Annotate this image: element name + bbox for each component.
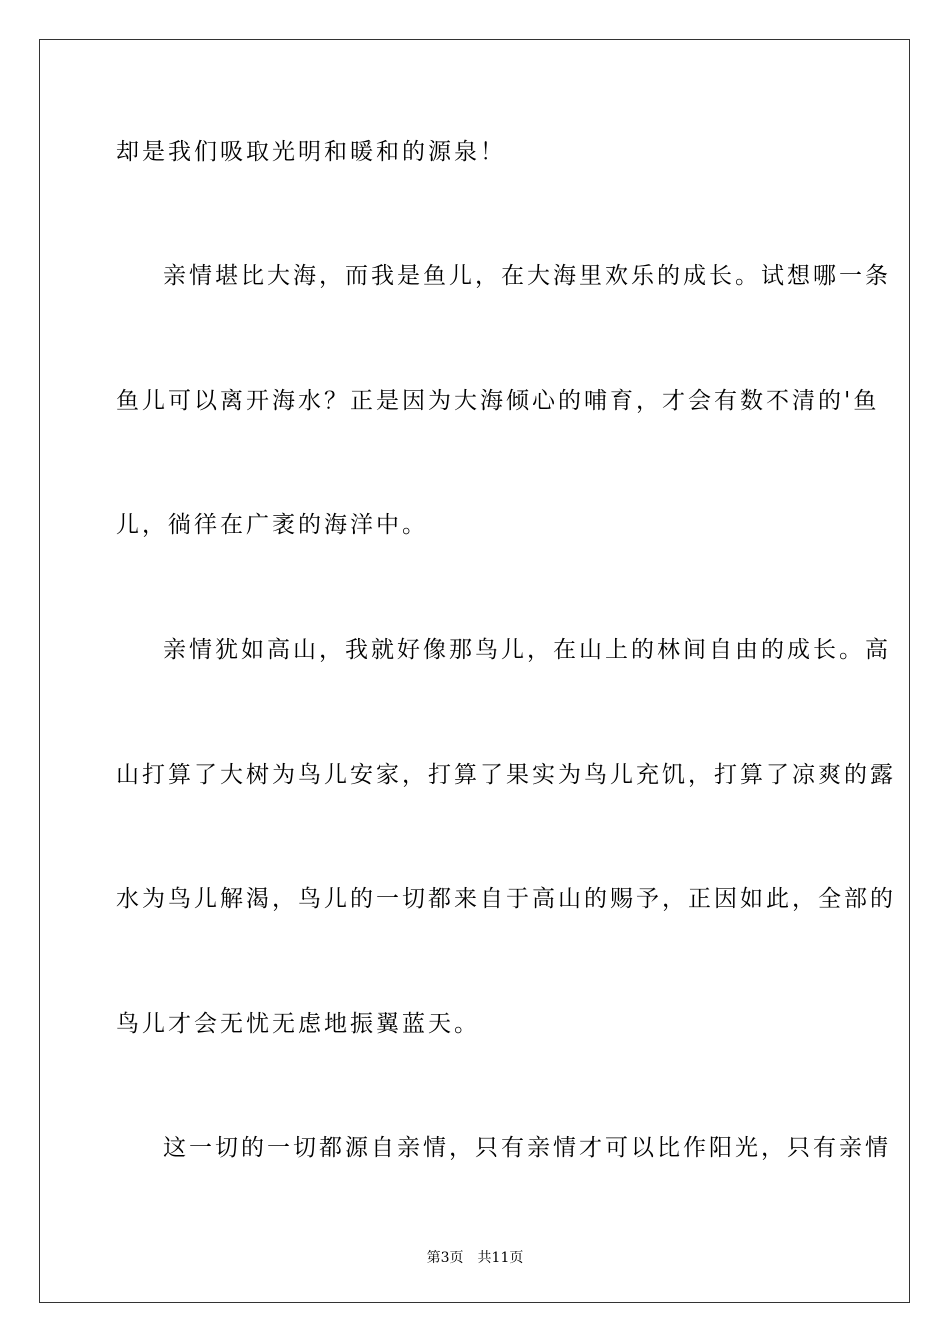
text-line-4: 儿，徜徉在广袤的海洋中。 — [116, 512, 428, 538]
text-line-5: 亲情犹如高山，我就好像那鸟儿，在山上的林间自由的成长。高 — [163, 637, 891, 663]
text-line-8: 鸟儿才会无忧无虑地振翼蓝天。 — [116, 1011, 480, 1037]
page-footer — [0, 1247, 950, 1267]
text-line-7: 水为鸟儿解渴，鸟儿的一切都来自于高山的赐予，正因如此，全部的 — [116, 886, 896, 912]
text-line-9: 这一切的一切都源自亲情，只有亲情才可以比作阳光，只有亲情 — [163, 1135, 891, 1161]
text-line-1: 却是我们吸取光明和暖和的源泉！ — [116, 139, 506, 165]
page-border — [39, 39, 910, 1303]
text-line-6: 山打算了大树为鸟儿安家，打算了果实为鸟儿充饥，打算了凉爽的露 — [116, 762, 896, 788]
page-number: 第3页 — [426, 1250, 464, 1266]
text-line-3: 鱼儿可以离开海水？正是因为大海倾心的哺育，才会有数不清的'鱼 — [116, 388, 880, 414]
page-total: 共11页 — [477, 1250, 524, 1266]
text-line-2: 亲情堪比大海，而我是鱼儿，在大海里欢乐的成长。试想哪一条 — [163, 263, 891, 289]
